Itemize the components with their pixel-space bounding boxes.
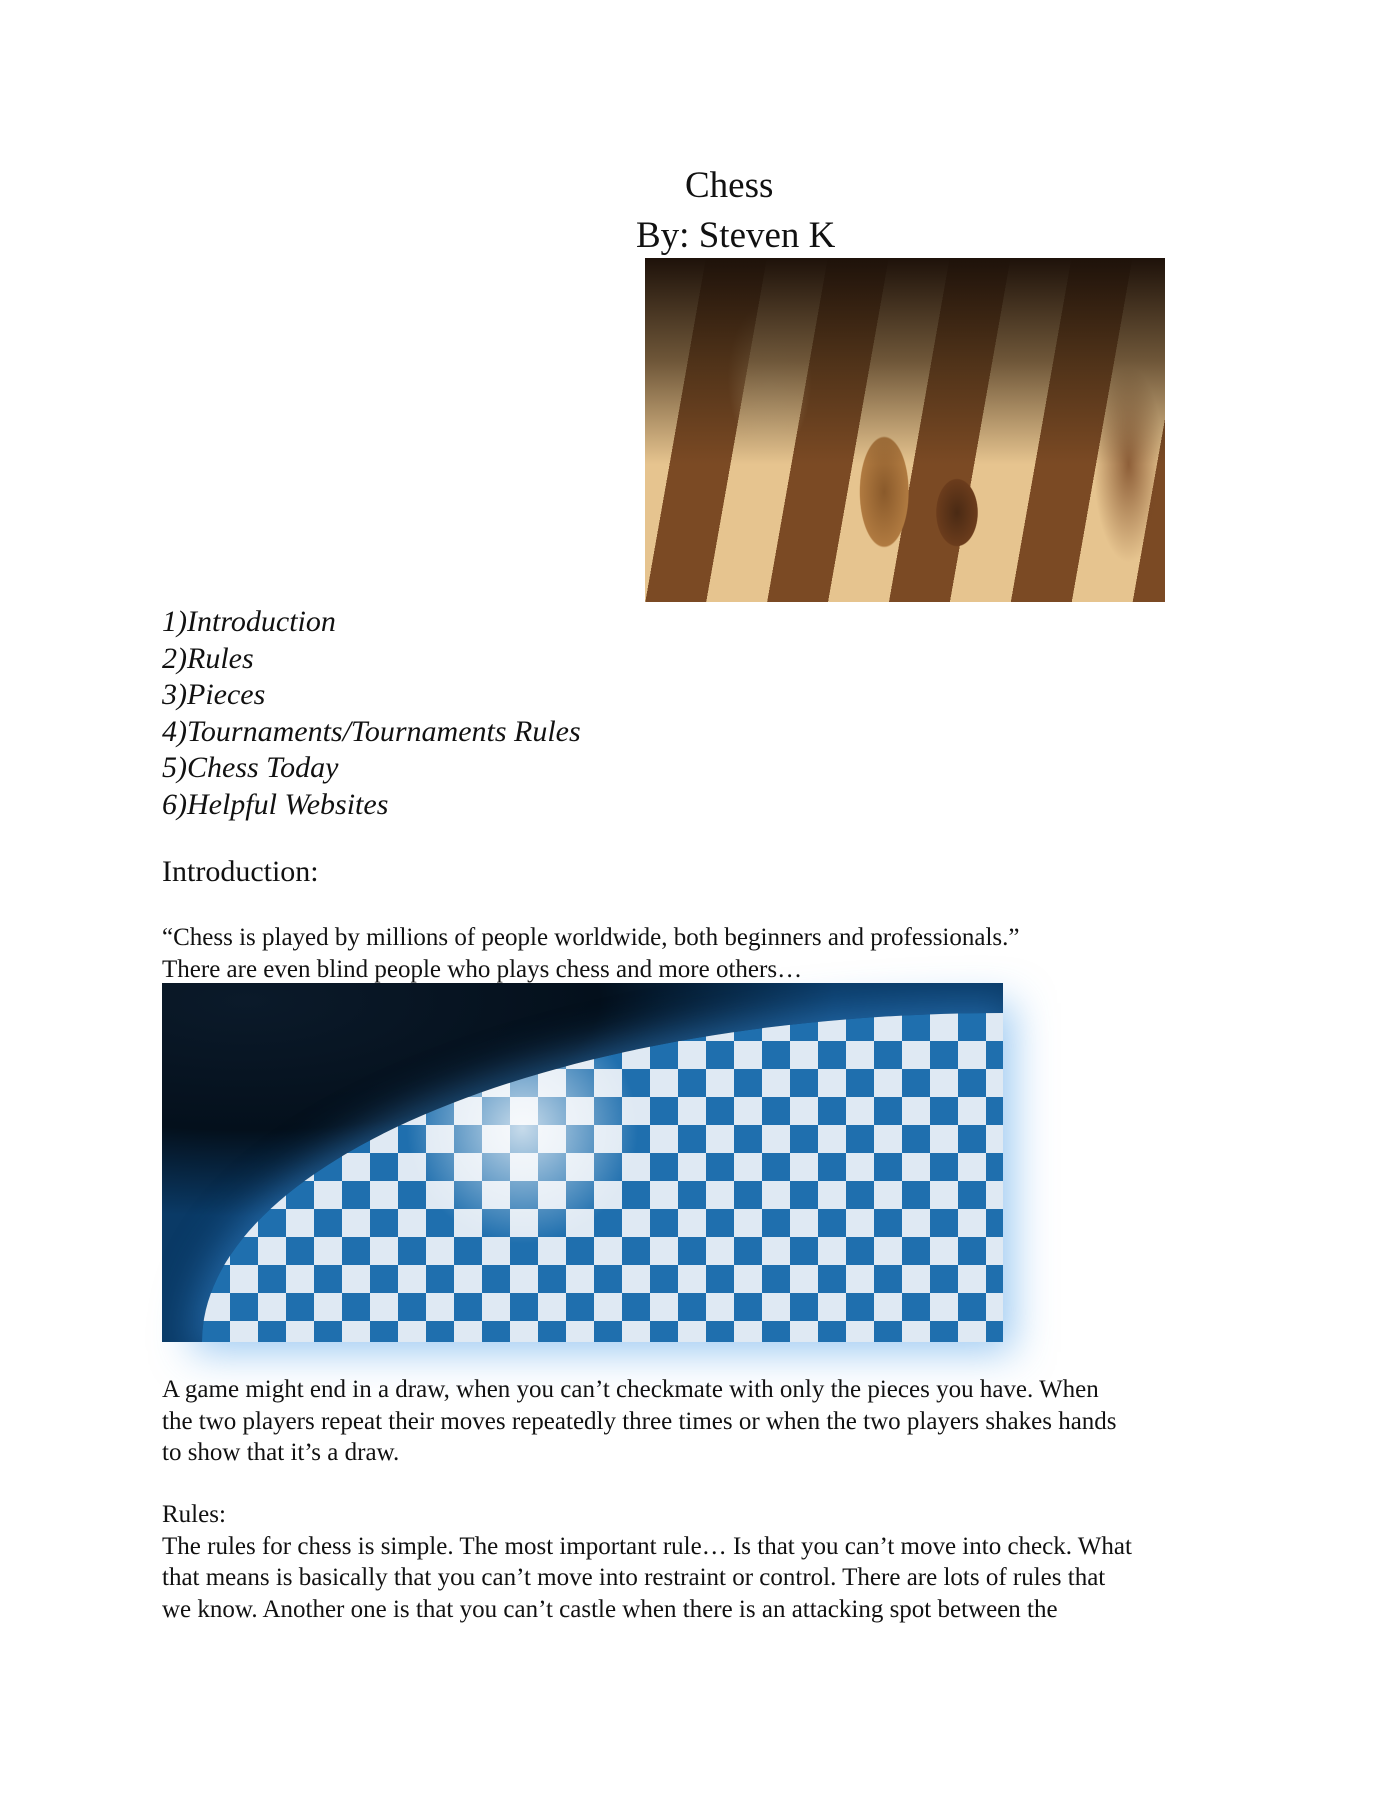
document-author: By: Steven K bbox=[636, 215, 836, 256]
globe-checkerboard bbox=[202, 1013, 1003, 1342]
rules-heading: Rules: bbox=[162, 1501, 226, 1528]
text-line: The rules for chess is simple. The most important rule… Is that you can’t move into check. What bbox=[162, 1532, 1132, 1560]
introduction-heading: Introduction: bbox=[162, 855, 319, 888]
toc-item: 1)Introduction bbox=[162, 605, 336, 638]
table-of-contents bbox=[162, 604, 581, 824]
introduction-text bbox=[162, 922, 1019, 985]
draw-paragraph bbox=[162, 1374, 1117, 1469]
text-line: There are even blind people who plays chess and more others… bbox=[162, 955, 803, 983]
toc-item: 2)Rules bbox=[162, 641, 254, 675]
chess-pieces-photo bbox=[645, 258, 1165, 602]
text-line: A game might end in a draw, when you can’t checkmate with only the pieces you have. When bbox=[162, 1376, 1099, 1403]
toc-item: 4)Tournaments/Tournaments Rules bbox=[162, 714, 581, 748]
chess-globe-image bbox=[162, 983, 1003, 1342]
rules-section bbox=[162, 1499, 1132, 1625]
toc-item: 5)Chess Today bbox=[162, 751, 339, 785]
toc-item: 6)Helpful Websites bbox=[162, 787, 389, 821]
text-line: that means is basically that you can’t move into restraint or control. There are lots of rules that bbox=[162, 1564, 1106, 1592]
text-line: to show that it’s a draw. bbox=[162, 1439, 400, 1467]
text-line: we know. Another one is that you can’t castle when there is an attacking spot between the bbox=[162, 1595, 1058, 1623]
toc-item: 3)Pieces bbox=[162, 678, 266, 712]
text-line: “Chess is played by millions of people worldwide, both beginners and professionals.” bbox=[162, 924, 1020, 951]
text-line: the two players repeat their moves repeatedly three times or when the two players shakes hands bbox=[162, 1407, 1117, 1435]
document-title: Chess bbox=[685, 165, 774, 206]
